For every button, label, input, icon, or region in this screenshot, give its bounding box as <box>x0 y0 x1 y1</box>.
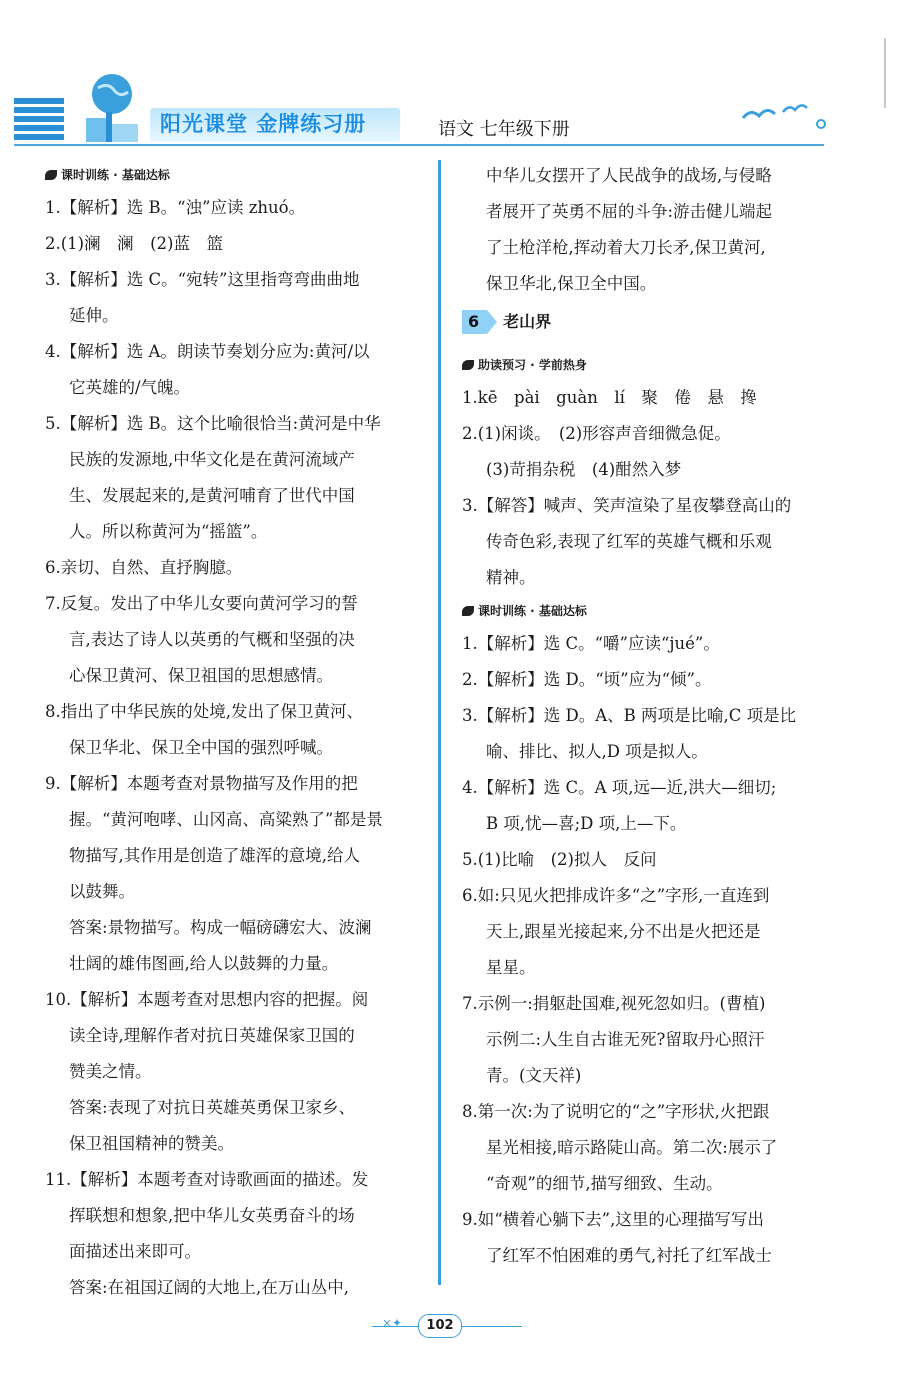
answer-line: 3.【解答】喊声、笑声渲染了星夜攀登高山的 <box>462 496 792 515</box>
answer-line: 3.【解析】选 D。A、B 两项是比喻,C 项是比 <box>462 706 797 725</box>
header-stripes <box>14 98 64 150</box>
answer-line: 6.如:只见火把排成许多“之”字形,一直连到 <box>462 886 770 905</box>
page-footer <box>372 1312 522 1342</box>
answer-line: 天上,跟星光接起来,分不出是火把还是 <box>486 922 761 941</box>
page-edge-line <box>884 38 886 108</box>
answer-line: 星星。 <box>486 958 536 977</box>
answer-line: 示例二:人生自古谁无死?留取丹心照汗 <box>486 1030 765 1049</box>
answer-line: 5.【解析】选 B。这个比喻很恰当:黄河是中华 <box>45 414 381 433</box>
answer-line: 1.kē pài guàn lí 聚 倦 悬 搀 <box>462 388 757 407</box>
answer-line: 喻、排比、拟人,D 项是拟人。 <box>486 742 708 761</box>
answer-line: 生、发展起来的,是黄河哺育了世代中国 <box>69 486 355 505</box>
answer-line: 7.反复。发出了中华儿女要向黄河学习的誓 <box>45 594 358 613</box>
leaf-bullet-icon <box>45 170 57 180</box>
answer-line: 挥联想和想象,把中华儿女英勇奋斗的场 <box>69 1206 355 1225</box>
answer-line: 4.【解析】选 A。朗读节奏划分应为:黄河/以 <box>45 342 370 361</box>
answer-line: 9.【解析】本题考查对景物描写及作用的把 <box>45 774 358 793</box>
column-divider <box>438 160 441 1285</box>
star-decoration-icon: ×✦ <box>382 1316 403 1330</box>
subject-grade: 语文 七年级下册 <box>438 119 570 140</box>
answer-line: 2.【解析】选 D。“顷”应为“倾”。 <box>462 670 712 689</box>
answer-line: 8.指出了中华民族的处境,发出了保卫黄河、 <box>45 702 363 721</box>
answer-line: 1.【解析】选 C。“嚼”应读“jué”。 <box>462 634 720 653</box>
page-number: 102 <box>418 1314 462 1338</box>
answer-line: 4.【解析】选 C。A 项,远—近,洪大—细切; <box>462 778 777 797</box>
answer-line: 保卫华北,保卫全中国。 <box>486 274 657 293</box>
answer-line: 2.(1)闲谈。 (2)形容声音细微急促。 <box>462 424 731 443</box>
answer-line: 握。“黄河咆哮、山冈高、高粱熟了”都是景 <box>69 810 383 829</box>
lesson-heading <box>462 302 832 342</box>
answer-line: 答案:表现了对抗日英雄英勇保卫家乡、 <box>69 1098 356 1117</box>
answer-line: 9.如“横着心躺下去”,这里的心理描写写出 <box>462 1210 764 1229</box>
answer-line: 了红军不怕困难的勇气,衬托了红军战士 <box>486 1246 772 1265</box>
answer-line: 保卫祖国精神的赞美。 <box>69 1134 234 1153</box>
lesson-title: 老山界 <box>503 312 552 331</box>
answer-line: 传奇色彩,表现了红军的英雄气概和乐观 <box>486 532 772 551</box>
answer-line: (3)苛捐杂税 (4)酣然入梦 <box>486 460 682 479</box>
leaf-bullet-icon <box>462 606 474 616</box>
seagull-icon <box>735 96 835 136</box>
section-heading: 课时训练 · 基础达标 <box>462 596 832 626</box>
answer-line: 了土枪洋枪,挥动着大刀长矛,保卫黄河, <box>486 238 766 257</box>
answer-line: 精神。 <box>486 568 536 587</box>
globe-logo-icon <box>78 68 148 144</box>
answer-line: “奇观”的细节,描写细致、生动。 <box>486 1174 723 1193</box>
answer-line: 8.第一次:为了说明它的“之”字形状,火把跟 <box>462 1102 770 1121</box>
answer-line: 6.亲切、自然、直抒胸臆。 <box>45 558 243 577</box>
answer-line: 物描写,其作用是创造了雄浑的意境,给人 <box>69 846 360 865</box>
answer-line: 面描述出来即可。 <box>69 1242 201 1261</box>
section-heading: 课时训练 · 基础达标 <box>45 160 415 190</box>
answer-line: 言,表达了诗人以英勇的气概和坚强的决 <box>69 630 355 649</box>
header-rule <box>14 144 824 146</box>
answer-line: 人。所以称黄河为“摇篮”。 <box>69 522 268 541</box>
answer-line: B 项,忧—喜;D 项,上—下。 <box>486 814 687 833</box>
answer-line: 3.【解析】选 C。“宛转”这里指弯弯曲曲地 <box>45 270 360 289</box>
arrow-icon <box>487 310 497 334</box>
left-column <box>45 160 415 1306</box>
answer-line: 它英雄的/气魄。 <box>69 378 191 397</box>
answer-line: 者展开了英勇不屈的斗争:游击健儿端起 <box>486 202 773 221</box>
right-column <box>462 158 832 1274</box>
answer-line: 5.(1)比喻 (2)拟人 反问 <box>462 850 657 869</box>
answer-line: 10.【解析】本题考查对思想内容的把握。阅 <box>45 990 369 1009</box>
answer-line: 壮阔的雄伟图画,给人以鼓舞的力量。 <box>69 954 339 973</box>
section-heading: 助读预习 · 学前热身 <box>462 350 832 380</box>
answer-line: 保卫华北、保卫全中国的强烈呼喊。 <box>69 738 333 757</box>
answer-line: 赞美之情。 <box>69 1062 152 1081</box>
answer-line: 以鼓舞。 <box>69 882 135 901</box>
answer-line: 答案:在祖国辽阔的大地上,在万山丛中, <box>69 1278 350 1297</box>
answer-line: 延伸。 <box>69 306 119 325</box>
answer-line: 星光相接,暗示路陡山高。第二次:展示了 <box>486 1138 778 1157</box>
answer-line: 心保卫黄河、保卫祖国的思想感情。 <box>69 666 333 685</box>
answer-line: 答案:景物描写。构成一幅磅礴宏大、波澜 <box>69 918 372 937</box>
answer-line: 1.【解析】选 B。“浊”应读 zhuó。 <box>45 198 306 217</box>
answer-line: 民族的发源地,中华文化是在黄河流域产 <box>69 450 355 469</box>
answer-line: 2.(1)澜 澜 (2)蓝 篮 <box>45 234 223 253</box>
page-header <box>0 60 900 155</box>
answer-line: 青。(文天祥) <box>486 1066 582 1085</box>
book-title: 阳光课堂 金牌练习册 <box>160 112 367 136</box>
answer-line: 7.示例一:捐躯赴国难,视死忽如归。(曹植) <box>462 994 766 1013</box>
lesson-number: 6 <box>462 310 487 334</box>
answer-line: 11.【解析】本题考查对诗歌画面的描述。发 <box>45 1170 369 1189</box>
answer-line: 中华儿女摆开了人民战争的战场,与侵略 <box>486 166 772 185</box>
leaf-bullet-icon <box>462 360 474 370</box>
answer-line: 读全诗,理解作者对抗日英雄保家卫国的 <box>69 1026 355 1045</box>
